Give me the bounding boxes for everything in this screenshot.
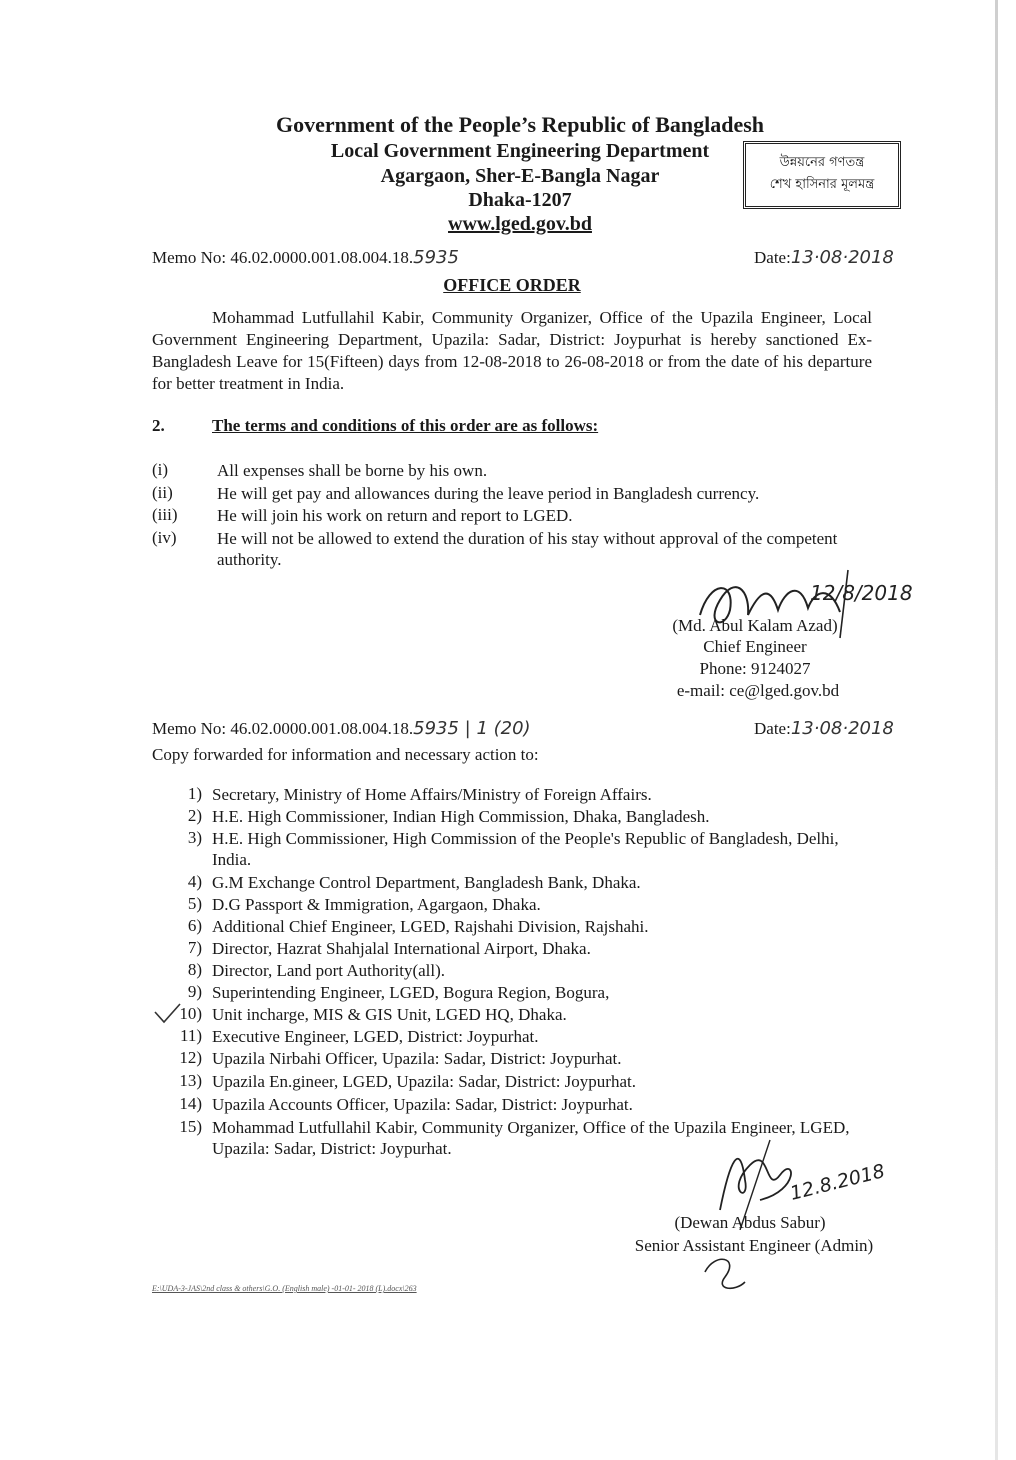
signatory2-name: (Dewan Abdus Sabur) bbox=[674, 1213, 826, 1232]
signature-date-2: 12.8.2018 bbox=[787, 1160, 888, 1205]
date-handwritten: 13·08·2018 bbox=[790, 247, 894, 268]
copy-item-number: 4) bbox=[187, 872, 202, 891]
section-heading: The terms and conditions of this order are as follows: bbox=[212, 416, 599, 435]
copy-item-text: Director, Hazrat Shahjalal International Airport, Dhaka. bbox=[212, 939, 591, 958]
copy-item-text: Upazila Accounts Officer, Upazila: Sadar, District: Joypurhat. bbox=[212, 1095, 633, 1114]
stamp-line-2: শেখ হাসিনার মূলমন্ত্র bbox=[769, 177, 875, 192]
copy-item-text: H.E. High Commissioner, Indian High Commission, Dhaka, Bangladesh. bbox=[212, 807, 710, 826]
order-date bbox=[754, 247, 894, 268]
copy-memo-handwritten: 5935 | 1 (20) bbox=[413, 718, 531, 739]
copy-item-text: Unit incharge, MIS & GIS Unit, LGED HQ, Dhaka. bbox=[212, 1005, 567, 1024]
copy-forward-intro: Copy forwarded for information and necessary action to: bbox=[152, 745, 539, 764]
signatory-name: (Md. Abul Kalam Azad) bbox=[672, 616, 838, 635]
header-city: Dhaka-1207 bbox=[468, 189, 572, 211]
copy-item-text: Additional Chief Engineer, LGED, Rajshahi Division, Rajshahi. bbox=[212, 917, 649, 936]
header-address: Agargaon, Sher-E-Bangla Nagar bbox=[380, 165, 660, 187]
signatory-designation: Chief Engineer bbox=[703, 637, 807, 656]
initial-scribble bbox=[695, 1252, 755, 1297]
header-website: www.lged.gov.bd bbox=[448, 213, 592, 235]
copy-item-number: 10) bbox=[179, 1004, 202, 1023]
term-number: (i) bbox=[152, 460, 169, 479]
term-number: (iii) bbox=[152, 505, 178, 524]
copy-item-text: Executive Engineer, LGED, District: Joypurhat. bbox=[212, 1027, 539, 1046]
copy-item-text: G.M Exchange Control Department, Bangladesh Bank, Dhaka. bbox=[212, 873, 641, 892]
copy-item-number: 1) bbox=[187, 784, 202, 803]
memo-number bbox=[152, 247, 459, 268]
date-label: Date: bbox=[754, 248, 791, 267]
copy-item-number: 15) bbox=[179, 1117, 202, 1136]
copy-item-number: 11) bbox=[179, 1026, 202, 1045]
term-text: He will join his work on return and report to LGED. bbox=[217, 506, 573, 525]
stamp-line-1: উন্নয়নের গণতন্ত্র bbox=[779, 155, 865, 170]
term-number: (iv) bbox=[152, 528, 177, 547]
header-government: Government of the People’s Republic of Bangladesh bbox=[275, 112, 765, 137]
section-number: 2. bbox=[152, 416, 165, 435]
term-text: All expenses shall be borne by his own. bbox=[217, 461, 488, 480]
copy-item-number: 12) bbox=[179, 1048, 202, 1067]
memo-label: Memo No: 46.02.0000.001.08.004.18. bbox=[152, 248, 414, 267]
term-number: (ii) bbox=[152, 483, 173, 502]
copy-item-number: 9) bbox=[187, 982, 202, 1001]
copy-item-number: 6) bbox=[187, 916, 202, 935]
memo-handwritten: 5935 bbox=[413, 247, 459, 268]
copy-date-handwritten: 13·08·2018 bbox=[790, 718, 894, 739]
copy-date bbox=[754, 718, 894, 739]
signatory2-designation: Senior Assistant Engineer (Admin) bbox=[634, 1236, 874, 1255]
copy-item-number: 8) bbox=[187, 960, 202, 979]
copy-item-text: Upazila Nirbahi Officer, Upazila: Sadar, District: Joypurhat. bbox=[212, 1049, 622, 1068]
header-department: Local Government Engineering Department bbox=[330, 140, 710, 162]
copy-item-text: Secretary, Ministry of Home Affairs/Ministry of Foreign Affairs. bbox=[212, 785, 652, 804]
office-order-title: OFFICE ORDER bbox=[443, 275, 581, 295]
copy-item-text: Superintending Engineer, LGED, Bogura Region, Bogura, bbox=[212, 983, 610, 1002]
term-text: He will not be allowed to extend the duration of his stay without approval of the competent authority. bbox=[217, 529, 838, 569]
term-text: He will get pay and allowances during the leave period in Bangladesh currency. bbox=[217, 484, 760, 503]
copy-item-number: 2) bbox=[187, 806, 202, 825]
copy-memo-number bbox=[152, 718, 531, 739]
signatory-email: e-mail: ce@lged.gov.bd bbox=[676, 681, 840, 700]
order-paragraph: Mohammad Lutfullahil Kabir, Community Organizer, Office of the Upazila Engineer, Local Government Engineering Department, Upazila: Sadar, District: Joypurhat is hereby sanctioned Ex-Bangladesh Leave for 15(Fifteen) days from 12-08-2018 to 26-08-2018 or from the date of his departure for better treatment in India. bbox=[152, 308, 872, 393]
signature-date: 12/8/2018 bbox=[810, 581, 913, 605]
copy-item-number: 13) bbox=[179, 1071, 202, 1090]
copy-date-label: Date: bbox=[754, 719, 791, 738]
copy-memo-label: Memo No: 46.02.0000.001.08.004.18. bbox=[152, 719, 414, 738]
copy-item-number: 3) bbox=[187, 828, 202, 847]
signatory-phone: Phone: 9124027 bbox=[699, 659, 811, 678]
footer-file-path: E:\UDA-3-JAS\2nd class & others\G.O. (English male) -01-01- 2018 (L).docx\263 bbox=[152, 1284, 417, 1293]
copy-item-text: Director, Land port Authority(all). bbox=[212, 961, 446, 980]
page-edge bbox=[995, 0, 998, 1460]
copy-item-number: 14) bbox=[179, 1094, 202, 1113]
checkmark-scribble bbox=[150, 1000, 220, 1030]
copy-item-number: 7) bbox=[187, 938, 202, 957]
copy-item-text: H.E. High Commissioner, High Commission of the People's Republic of Bangladesh, Delhi, India. bbox=[212, 829, 839, 869]
copy-item-text: Upazila En.gineer, LGED, Upazila: Sadar, District: Joypurhat. bbox=[212, 1072, 636, 1091]
copy-item-number: 5) bbox=[187, 894, 202, 913]
slogan-stamp bbox=[743, 141, 901, 209]
copy-item-text: Mohammad Lutfullahil Kabir, Community Organizer, Office of the Upazila Engineer, LGED, Upazila: Sadar, District: Joypurhat. bbox=[212, 1118, 850, 1158]
copy-item-text: D.G Passport & Immigration, Agargaon, Dhaka. bbox=[212, 895, 541, 914]
